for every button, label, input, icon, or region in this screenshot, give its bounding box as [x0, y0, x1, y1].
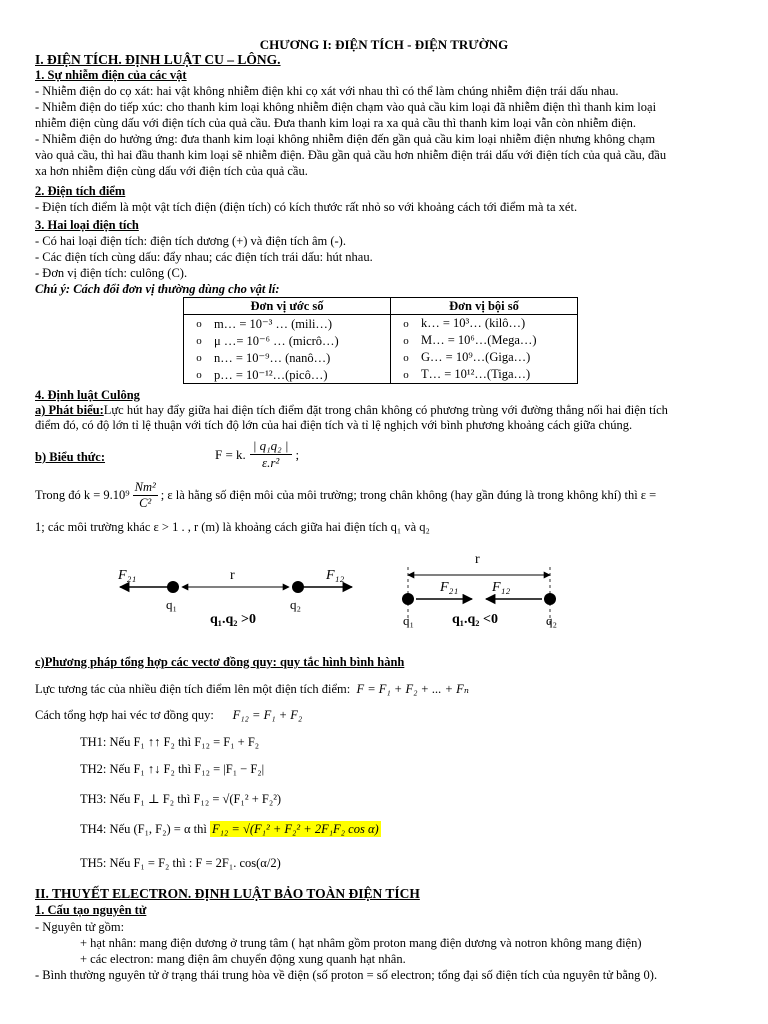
unit-multi: T… = 10¹²…(Tiga…) — [421, 367, 531, 381]
bullet-icon: o — [196, 334, 202, 347]
constant-line — [35, 480, 656, 511]
label-f12: F₁₂ — [492, 580, 511, 595]
table-header: Đơn vị ước số — [184, 298, 391, 315]
sum2-line — [35, 708, 302, 723]
sub3-line: - Các điện tích cùng dấu: đẩy nhau; các điện tích trái dấu: hút nhau. — [35, 250, 373, 264]
law-statement — [35, 403, 668, 418]
case-th1: TH1: Nếu F₁ ↑↑ F₂ thì F₁₂ = F₁ + F₂ — [80, 735, 260, 749]
subc-title: c)Phương pháp tổng hợp các vectơ đồng quy: quy tắc hình bình hành — [35, 655, 405, 669]
unit-multi: k… = 10³… (kilô…) — [421, 316, 526, 330]
formula-prefix: F = k. — [215, 446, 246, 462]
formula-numerator: | q₁q₂ | — [250, 438, 292, 455]
case-th4-text: TH4: Nếu (F₁, F₂) = α thì — [80, 822, 207, 836]
sub1-line: xa hơn nhiễm điện cùng dấu với điện tích của quả cầu. — [35, 164, 308, 178]
atom-line: + hạt nhân: mang điện dương ở trung tâm ( hạt nhâm gồm proton mang điện dương và notron không mang điện) — [80, 936, 642, 950]
sub3-line: - Có hai loại điện tích: điện tích dương (+) và điện tích âm (-). — [35, 234, 346, 248]
atom-line: - Nguyên tử gồm: — [35, 920, 125, 934]
sum2-formula: F₁₂ = F₁ + F₂ — [232, 708, 303, 722]
sub1-title: 1. Sự nhiễm điện của các vật — [35, 68, 187, 82]
unit-multi: M… = 10⁶…(Mega…) — [421, 333, 537, 347]
label-f21: F₂₁ — [440, 580, 459, 595]
unit-multi: G… = 10⁹…(Giga…) — [421, 350, 531, 364]
bullet-icon: o — [196, 317, 202, 330]
table-cell — [184, 315, 391, 384]
sub2-line: - Điện tích điểm là một vật tích điện (điện tích) có kích thước rất nhỏ so với khoảng cách tới điểm mà ta xét. — [35, 200, 578, 214]
table-header: Đơn vị bội số — [391, 298, 578, 315]
charge-q1 — [402, 593, 414, 605]
unit-note: Chú ý: Cách đổi đơn vị thường dùng cho vật lí: — [35, 282, 280, 296]
law-label: a) Phát biểu: — [35, 403, 104, 417]
bullet-icon: o — [403, 368, 409, 381]
sub1-line: vào quả cầu, thì hai đầu thanh kim loại sẽ nhiễm điện. Đầu gần quả cầu hơn nhiễm điện trái dấu với điện tích của quả cầu, đầu — [35, 148, 667, 162]
section1-title: I. ĐIỆN TÍCH. ĐỊNH LUẬT CU – LÔNG. — [35, 52, 281, 67]
expr-label: b) Biểu thức: — [35, 450, 106, 464]
sub1-line: nhiễm điện cùng dấu với điện tích của quả cầu. Đưa thanh kim loại ra xa quả cầu thì thanh kim loại vẫn còn nhiễm điện. — [35, 116, 637, 130]
section2-title: II. THUYẾT ELECTRON. ĐỊNH LUẬT BẢO TOÀN ĐIỆN TÍCH — [35, 886, 420, 901]
bullet-icon: o — [403, 351, 409, 364]
label-q1: q₁ — [166, 597, 178, 612]
sum-formula: F = F₁ + F₂ + ... + Fₙ — [356, 682, 469, 696]
label-f21: F₂₁ — [118, 568, 137, 583]
sub4-title: 4. Định luật Culông — [35, 388, 140, 402]
unit-sub: n… = 10⁻⁹… (nanô…) — [214, 350, 331, 365]
case-th2: TH2: Nếu F₁ ↑↓ F₂ thì F₁₂ = |F₁ − F₂| — [80, 762, 265, 776]
condition-same-sign: q₁.q₂ >0 — [210, 612, 256, 627]
units-table — [183, 297, 578, 384]
coulomb-diagram — [100, 545, 580, 645]
bullet-icon: o — [403, 317, 409, 330]
label-q2: q₂ — [546, 613, 558, 628]
atom-line: + các electron: mang điện âm chuyển động xung quanh hạt nhân. — [80, 952, 406, 966]
k-text: Trong đó k = 9.10⁹ — [35, 488, 130, 502]
sum-text: Lực tương tác của nhiều điện tích điểm lên một điện tích điểm: — [35, 682, 351, 696]
coulomb-formula — [215, 438, 299, 471]
sum-line — [35, 682, 469, 697]
table-cell — [391, 315, 578, 384]
label-r: r — [230, 568, 235, 583]
atom-line: - Bình thường nguyên tử ở trạng thái trung hòa về điện (số proton = số electron; tổng đại số điện tích của nguyên tử bằng 0). — [35, 968, 658, 982]
case-th4 — [80, 822, 381, 837]
sum2-text: Cách tổng hợp hai véc tơ đồng quy: — [35, 708, 214, 722]
condition-opposite-sign: q₁.q₂ <0 — [452, 612, 498, 627]
formula-suffix: ; — [295, 446, 300, 462]
label-q1: q₁ — [403, 613, 415, 628]
unit-numerator: Nm² — [134, 480, 156, 494]
unit-sub: μ …= 10⁻⁶ … (micrô…) — [214, 333, 339, 348]
formula-denominator: ε.r² — [261, 455, 280, 470]
sub3-line: - Đơn vị điện tích: culông (C). — [35, 266, 188, 280]
unit-sub: p… = 10⁻¹²…(picô…) — [214, 367, 328, 382]
chapter-title: CHƯƠNG I: ĐIỆN TÍCH - ĐIỆN TRƯỜNG — [259, 37, 509, 52]
label-f12: F₁₂ — [326, 568, 345, 583]
charge-q2 — [544, 593, 556, 605]
charge-q2 — [292, 581, 304, 593]
label-q2: q₂ — [290, 597, 302, 612]
law-text: Lực hút hay đẩy giữa hai điện tích điểm đặt trong chân không có phương trùng với đường thẳng nối hai điện tích — [103, 403, 668, 417]
case-th5: TH5: Nếu F₁ = F₂ thì : F = 2F₁. cos(α/2) — [80, 856, 281, 870]
bullet-icon: o — [403, 334, 409, 347]
highlighted-formula: F₁₂ = √(F₁² + F₂² + 2F₁F₂ cos α) — [211, 822, 379, 836]
bullet-icon: o — [196, 351, 202, 364]
epsilon-text: ; ε là hằng số điện môi của môi trường; trong chân không (hay gần đúng là trong không khí) thì ε = — [160, 488, 657, 502]
unit-sub: m… = 10⁻³ … (mili…) — [214, 316, 333, 331]
charge-q1 — [167, 581, 179, 593]
sub1-line: - Nhiễm điện do cọ xát: hai vật không nhiễm điện khi cọ xát với nhau thì có thể làm chúng nhiễm điện trái dấu nhau. — [35, 84, 619, 98]
sub1-line: - Nhiễm điện do hưởng ứng: đưa thanh kim loại không nhiễm điện đến gần quả cầu kim loại nhiễm điện nhưng không chạm — [35, 132, 656, 146]
section2-sub1-title: 1. Cấu tạo nguyên tử — [35, 903, 147, 917]
bullet-icon: o — [196, 368, 202, 381]
sub3-title: 3. Hai loại điện tích — [35, 218, 139, 232]
epsilon-line: 1; các môi trường khác ε > 1 . , r (m) là khoảng cách giữa hai điện tích q₁ và q₂ — [35, 520, 430, 534]
sub1-line: - Nhiễm điện do tiếp xúc: cho thanh kim loại không nhiễm điện chạm vào quả cầu kim loại đã nhiễm điện thì thanh kim loại — [35, 100, 657, 114]
label-r: r — [475, 552, 480, 567]
sub2-title: 2. Điện tích điểm — [35, 184, 126, 198]
case-th3: TH3: Nếu F₁ ⊥ F₂ thì F₁₂ = √(F₁² + F₂²) — [80, 792, 282, 806]
law-text: điểm đó, có độ lớn tỉ lệ thuận với tích độ lớn của hai điện tích và tỉ lệ nghịch với bình phương khoảng cách giữa chúng. — [35, 418, 633, 432]
unit-denominator: C² — [139, 496, 152, 510]
